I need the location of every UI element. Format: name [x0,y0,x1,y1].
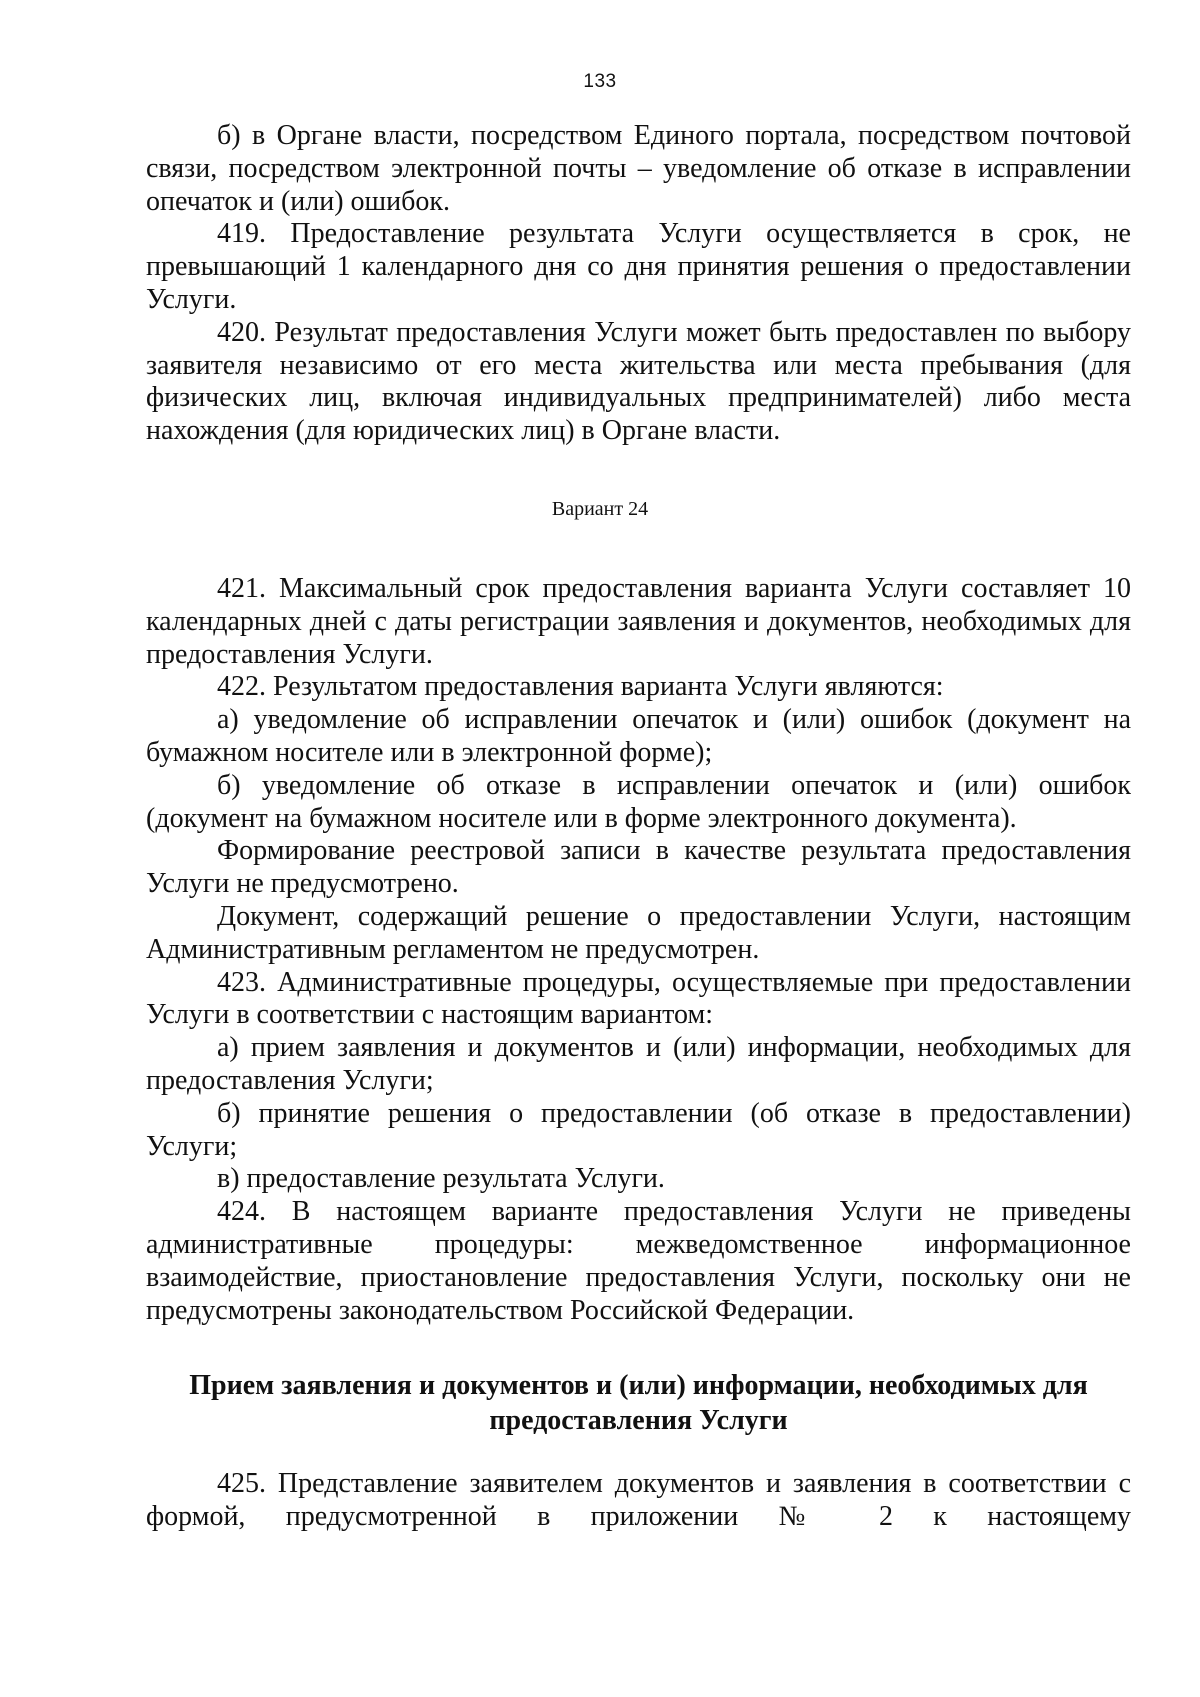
paragraph-421: 421. Максимальный срок предоставления варианта Услуги составляет 10 календарных дней с даты регистрации заявления и документов, необходимых для предоставления Услуги. [146,573,1131,670]
paragraph-419: 419. Предоставление результата Услуги осуществляется в срок, не превышающий 1 календарного дня со дня принятия решения о предоставлении Услуги. [146,218,1131,315]
variant-title: Вариант 24 [551,498,649,520]
paragraph-424: 424. В настоящем варианте предоставления Услуги не приведены административные процедуры: межведомственное информационное взаимодействие, приостановление предоставления Услуги, поскольку они не предусмотрены законодательством Российской Федерации. [146,1196,1131,1326]
paragraph-423-a: а) прием заявления и документов и (или) информации, необходимых для предоставления Услуги; [146,1032,1131,1096]
page-number: 133 [583,71,617,92]
paragraph-block-bottom [146,1468,1131,1534]
paragraph-423: 423. Административные процедуры, осуществляемые при предоставлении Услуги в соответствии с настоящим вариантом: [146,966,1131,1031]
paragraph-block-top [146,120,1131,448]
paragraph-registry-record: Формирование реестровой записи в качестве результата предоставления Услуги не предусмотрено. [146,835,1131,900]
paragraph-420: 420. Результат предоставления Услуги может быть предоставлен по выбору заявителя независимо от его места жительства или места пребывания (для физических лиц, включая индивидуальных предпринимателей) либо места нахождения (для юридических лиц) в Органе власти. [146,316,1131,447]
paragraph-b-notice: б) в Органе власти, посредством Единого портала, посредством почтовой связи, посредством электронной почты – уведомление об отказе в исправлении опечаток и (или) ошибок. [146,120,1131,217]
paragraph-block-variant [146,573,1131,1327]
paragraph-425: 425. Представление заявителем документов и заявления в соответствии с формой, предусмотренной в приложении № 2 к настоящему [146,1468,1131,1532]
paragraph-422-b: б) уведомление об отказе в исправлении опечаток и (или) ошибок (документ на бумажном носителе или в форме электронного документа). [146,769,1131,834]
paragraph-423-b: б) принятие решения о предоставлении (об отказе в предоставлении) Услуги; [146,1097,1131,1162]
paragraph-decision-document: Документ, содержащий решение о предоставлении Услуги, настоящим Административным регламентом не предусмотрен. [146,900,1131,965]
paragraph-423-c: в) предоставление результата Услуги. [217,1163,665,1195]
section-heading: Прием заявления и документов и (или) информации, необходимых для предоставления Услуги [189,1370,1088,1436]
paragraph-422-a: а) уведомление об исправлении опечаток и (или) ошибок (документ на бумажном носителе или в электронной форме); [146,704,1131,768]
paragraph-422: 422. Результатом предоставления варианта Услуги являются: [217,671,944,703]
